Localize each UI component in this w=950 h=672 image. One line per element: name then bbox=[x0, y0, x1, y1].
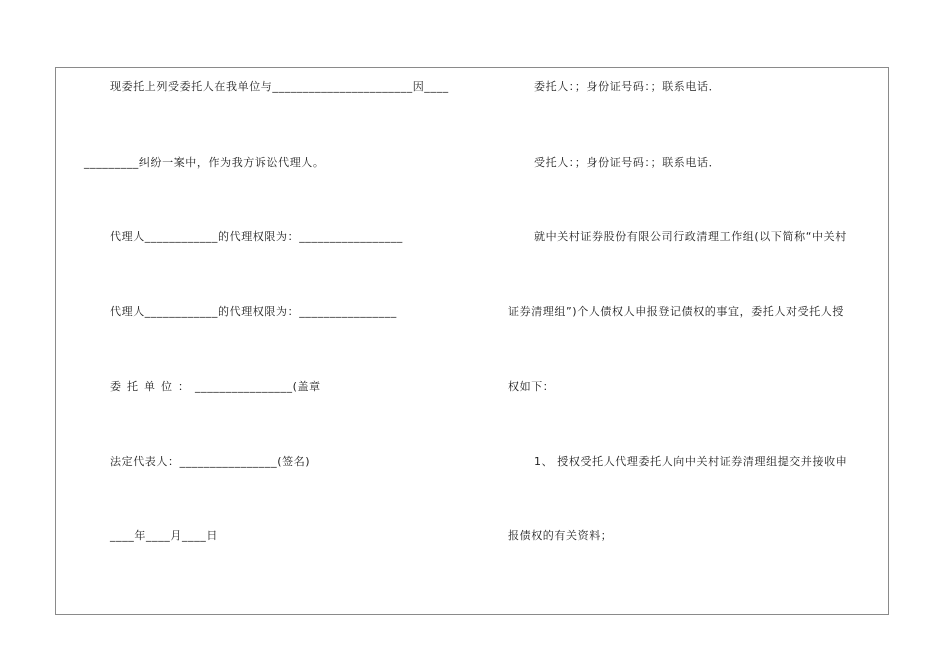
entrusting-unit-seal: ________________(盖章 bbox=[195, 380, 321, 393]
left-line-entrust-statement: 现委托上列受委托人在我单位与_______________________因____ bbox=[110, 80, 449, 93]
left-line-date: ____年____月____日 bbox=[110, 529, 218, 542]
left-line-dispute-case: _________纠纷一案中，作为我方诉讼代理人。 bbox=[84, 156, 325, 169]
left-line-legal-representative: 法定代表人：________________(签名) bbox=[110, 455, 311, 468]
right-line-authorization-item-1: 1、 授权受托人代理委托人向中关村证券清理组提交并接收申 bbox=[534, 455, 848, 468]
left-line-entrusting-unit bbox=[110, 380, 321, 394]
right-line-trustee-info: 受托人：；身份证号码：；联系电话． bbox=[534, 156, 721, 169]
right-line-purpose-1: 就中关村证券股份有限公司行政清理工作组(以下简称“中关村 bbox=[534, 230, 847, 243]
right-line-authorization-item-1-cont: 报债权的有关资料； bbox=[508, 529, 613, 542]
right-line-principal-info: 委托人：；身份证号码：；联系电话． bbox=[534, 80, 721, 93]
left-line-agent-authority-1: 代理人____________的代理权限为：_________________ bbox=[110, 230, 403, 243]
entrusting-unit-label: 委托单位： bbox=[110, 380, 195, 393]
right-line-authorization-heading: 权如下： bbox=[508, 380, 555, 393]
right-line-purpose-2: 证券清理组”)个人债权人申报登记债权的事宜，委托人对受托人授 bbox=[508, 305, 844, 318]
left-line-agent-authority-2: 代理人____________的代理权限为：________________ bbox=[110, 305, 397, 318]
